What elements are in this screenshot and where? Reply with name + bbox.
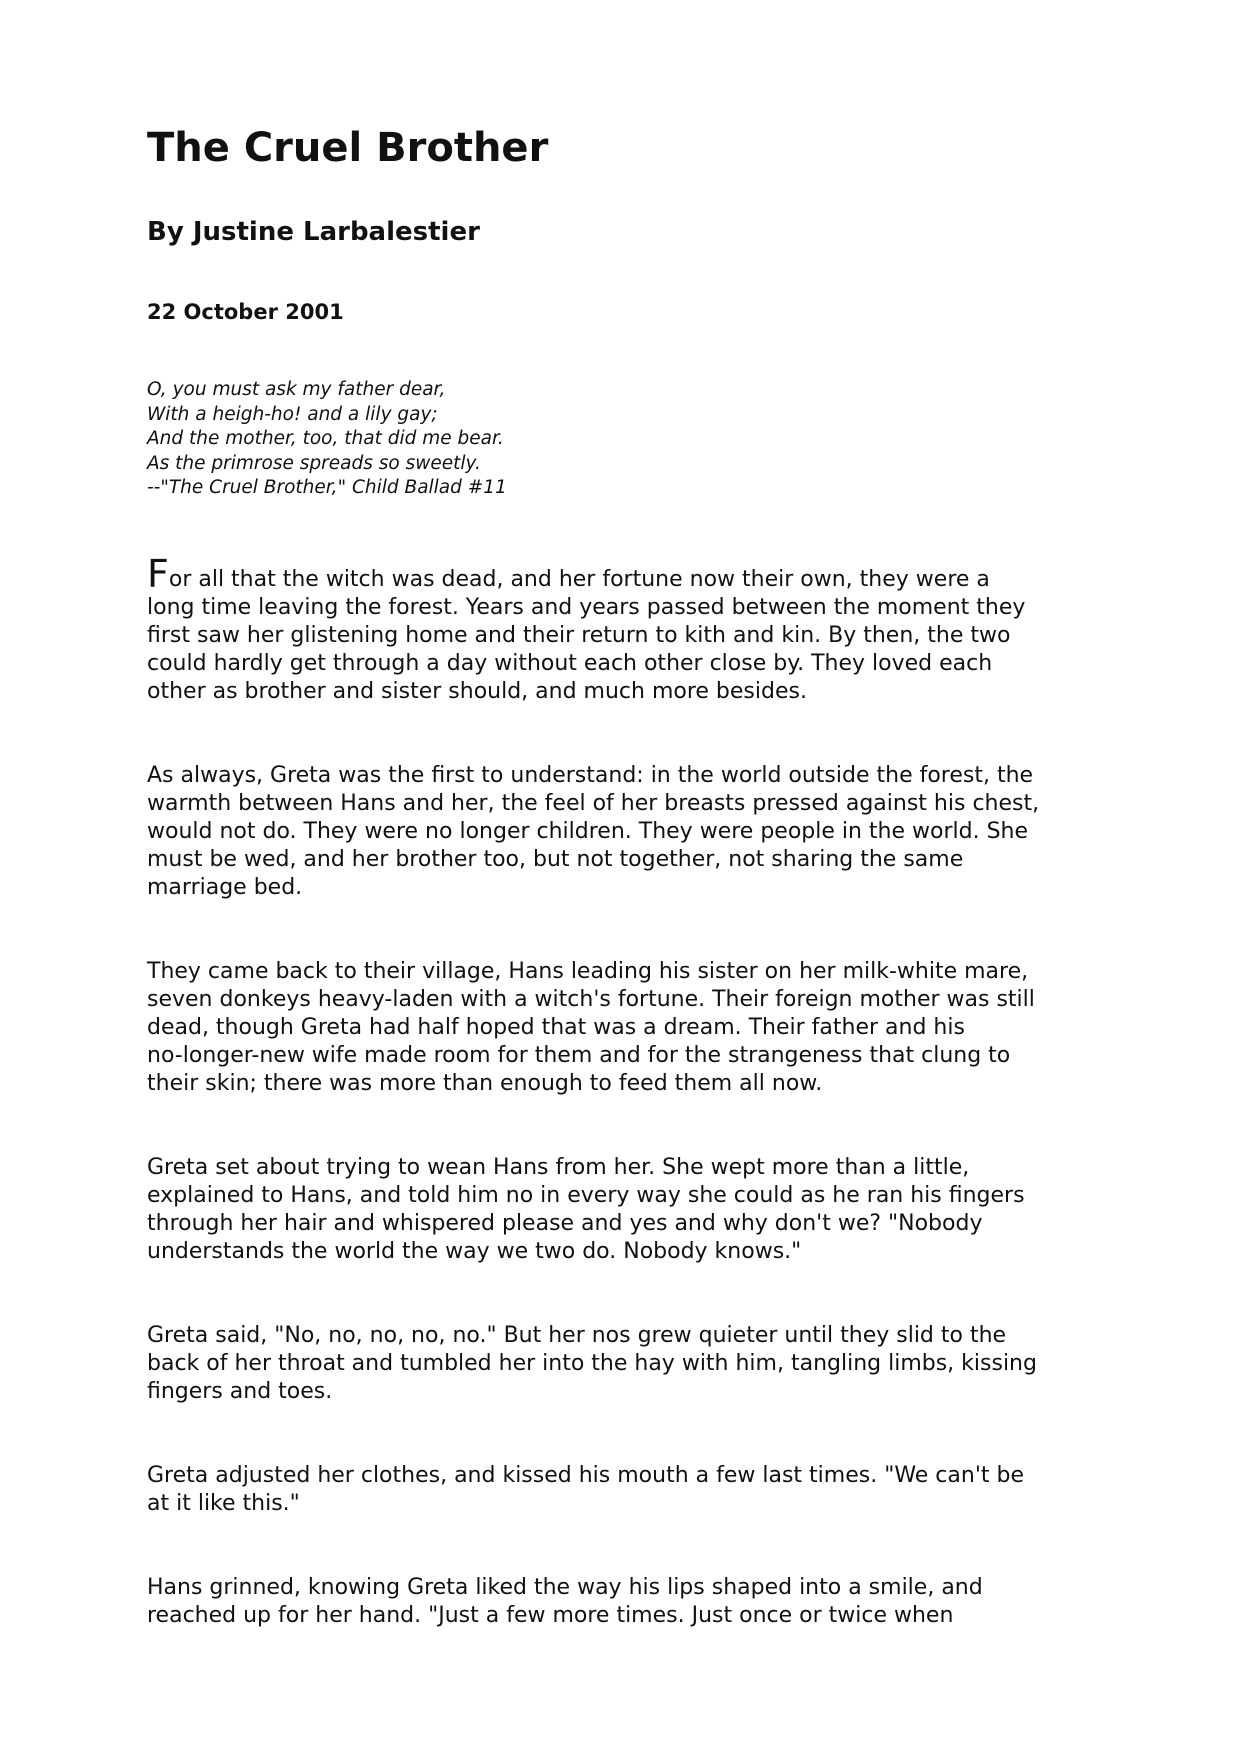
paragraph [147,1462,1107,1518]
paragraph-line: could hardly get through a day without each other close by. They loved each [147,651,993,676]
paragraph-line: Greta said, "No, no, no, no, no." But her nos grew quieter until they slid to the [147,1323,1007,1348]
paragraph-line-text: or all that the witch was dead, and her fortune now their own, they were a [168,567,990,592]
paragraph-line: warmth between Hans and her, the feel of her breasts pressed against his chest, [147,791,1040,816]
paragraph-line: As always, Greta was the first to understand: in the world outside the forest, the [147,763,1034,788]
paragraph-line: fingers and toes. [147,1379,333,1404]
paragraph [147,552,1107,706]
story-byline: By Justine Larbalestier [147,217,480,247]
paragraph-line [147,552,1107,596]
epigraph-line: And the mother, too, that did me bear. [147,428,504,449]
paragraph-line: through her hair and whispered please and yes and why don't we? "Nobody [147,1211,983,1236]
epigraph-line: As the primrose spreads so sweetly. [147,452,481,474]
story-title: The Cruel Brother [147,125,549,171]
paragraph-line: dead, though Greta had half hoped that was a dream. Their father and his [147,1015,965,1040]
paragraph-line: understands the world the way we two do. Nobody knows." [147,1239,802,1264]
paragraph-line: would not do. They were no longer children. They were people in the world. She [147,819,1029,844]
paragraph-line: Greta set about trying to wean Hans from her. She wept more than a little, [147,1155,970,1180]
paragraph-line: must be wed, and her brother too, but not together, not sharing the same [147,847,964,872]
drop-cap: F [147,552,169,596]
paragraph [147,958,1107,1098]
paragraph-line: reached up for her hand. "Just a few more times. Just once or twice when [147,1603,954,1628]
paragraph [147,762,1107,902]
paragraph-line: explained to Hans, and told him no in every way she could as he ran his fingers [147,1183,1025,1208]
paragraph-line: first saw her glistening home and their return to kith and kin. By then, the two [147,623,1011,648]
story-date: 22 October 2001 [147,300,344,324]
epigraph-attribution: --"The Cruel Brother," Child Ballad #11 [147,477,507,498]
paragraph-line: their skin; there was more than enough to feed them all now. [147,1071,823,1096]
paragraph [147,1154,1107,1266]
paragraph [147,1574,1107,1630]
paragraph-line: other as brother and sister should, and much more besides. [147,679,807,704]
paragraph-line: Hans grinned, knowing Greta liked the way his lips shaped into a smile, and [147,1575,983,1600]
story-body [147,552,1107,1686]
paragraph-line: no-longer-new wife made room for them and for the strangeness that clung to [147,1043,1011,1068]
paragraph [147,1322,1107,1406]
paragraph-line: at it like this." [147,1491,300,1516]
epigraph [147,378,507,501]
paragraph-line: Greta adjusted her clothes, and kissed his mouth a few last times. "We can't be [147,1463,1024,1488]
epigraph-line: With a heigh-ho! and a lily gay; [147,403,438,425]
paragraph-line: back of her throat and tumbled her into the hay with him, tangling limbs, kissing [147,1351,1037,1376]
epigraph-line: O, you must ask my father dear, [147,379,446,400]
paragraph-line: long time leaving the forest. Years and years passed between the moment they [147,595,1026,620]
paragraph-line: marriage bed. [147,875,303,900]
paragraph-line: They came back to their village, Hans leading his sister on her milk-white mare, [147,959,1029,984]
paragraph-line: seven donkeys heavy-laden with a witch's fortune. Their foreign mother was still [147,987,1035,1012]
